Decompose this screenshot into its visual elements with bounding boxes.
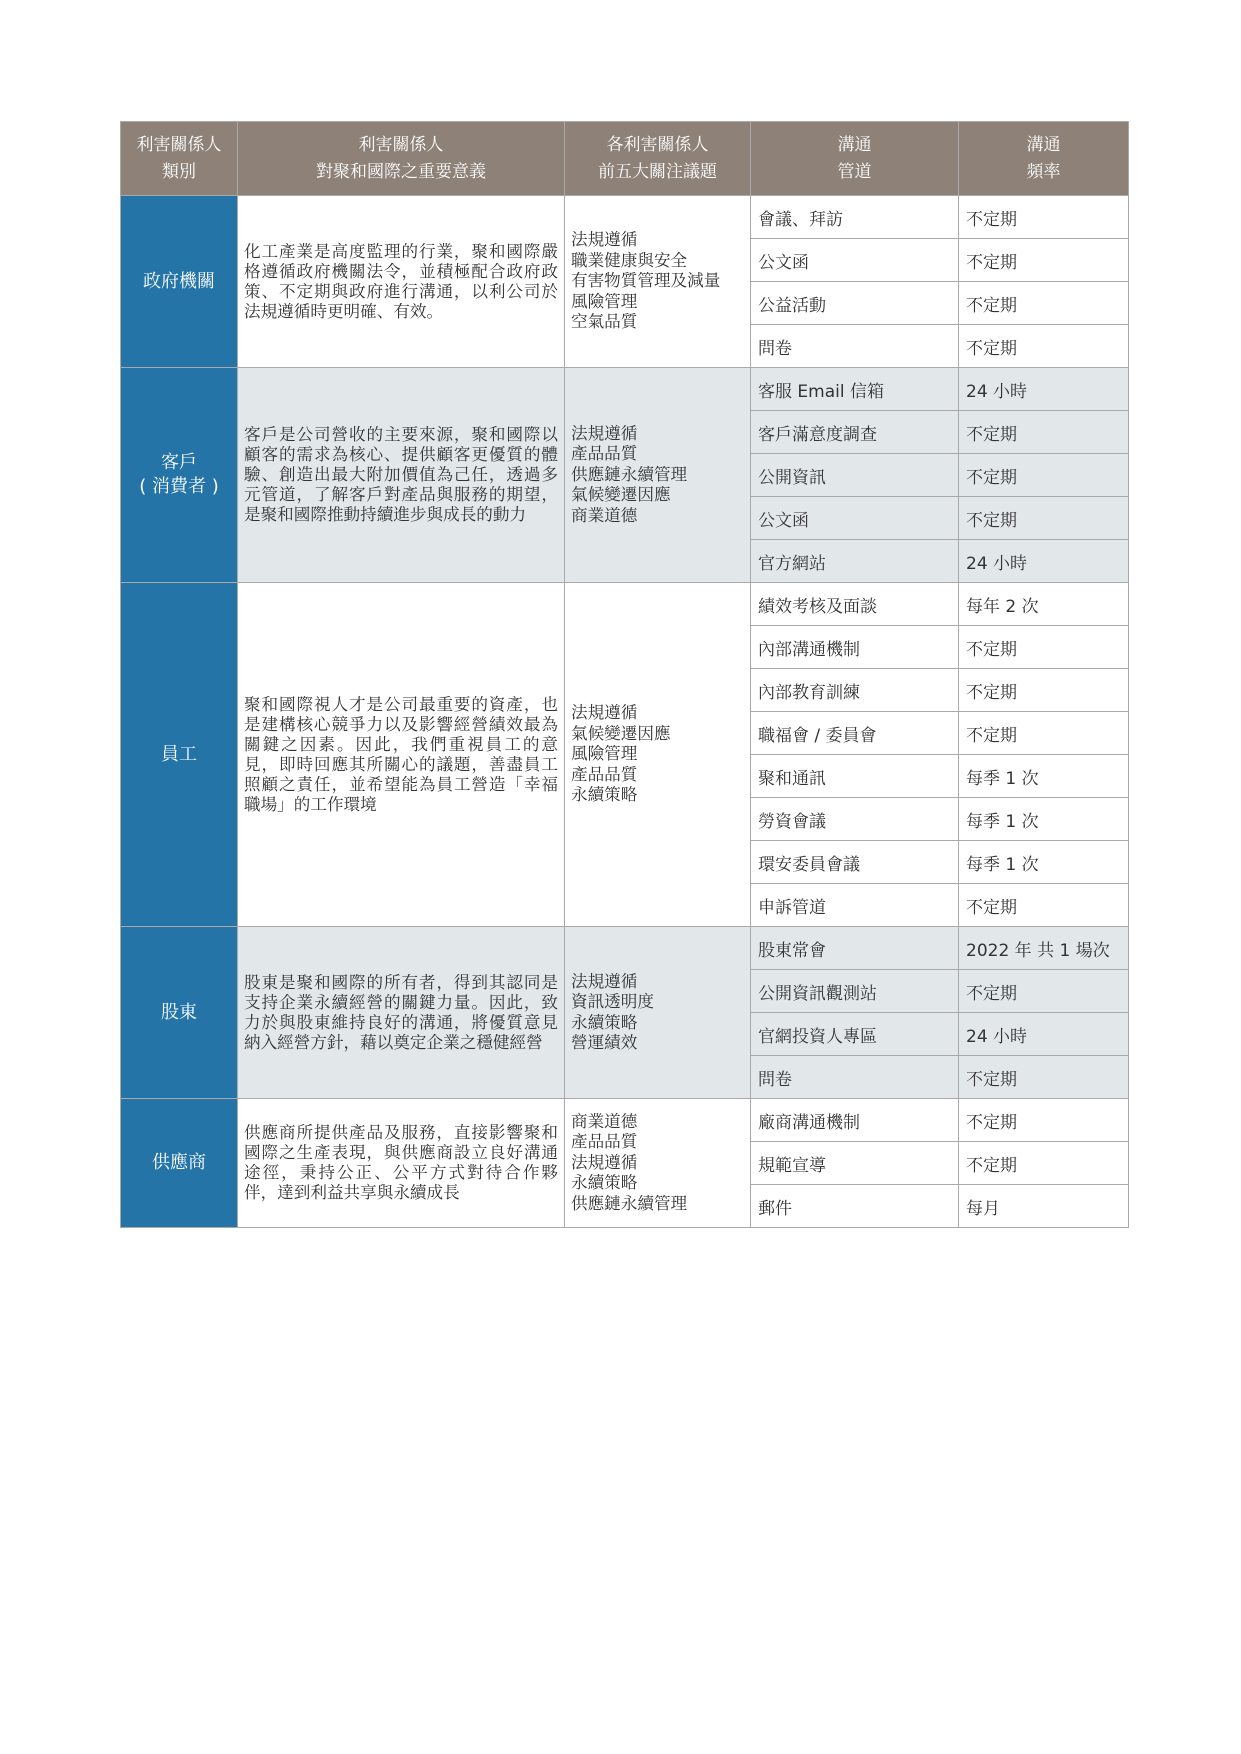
issues-cell: 商業道德 產品品質 法規遵循 永續策略 供應鏈永續管理 [565, 1099, 751, 1228]
frequency-cell: 不定期 [959, 239, 1129, 282]
frequency-cell: 24 小時 [959, 540, 1129, 583]
frequency-cell: 不定期 [959, 712, 1129, 755]
frequency-cell: 不定期 [959, 884, 1129, 927]
channel-cell: 聚和通訊 [751, 755, 959, 798]
table-row [121, 1099, 1129, 1142]
channel-cell: 客戶滿意度調查 [751, 411, 959, 454]
category-cell: 供應商 [121, 1099, 238, 1228]
channel-cell: 規範宣導 [751, 1142, 959, 1185]
channel-cell: 公文函 [751, 239, 959, 282]
frequency-cell: 不定期 [959, 1099, 1129, 1142]
meaning-cell: 聚和國際視人才是公司最重要的資產，也是建構核心競爭力以及影響經營績效最為關鍵之因素。因此，我們重視員工的意見，即時回應其所關心的議題，善盡員工照顧之責任，並希望能為員工營造「幸福職場」的工作環境 [238, 583, 565, 927]
channel-cell: 廠商溝通機制 [751, 1099, 959, 1142]
frequency-cell: 不定期 [959, 282, 1129, 325]
frequency-cell: 24 小時 [959, 368, 1129, 411]
table-row [121, 583, 1129, 626]
header-category: 利害關係人 類別 [121, 122, 238, 196]
channel-cell: 內部溝通機制 [751, 626, 959, 669]
channel-cell: 股東常會 [751, 927, 959, 970]
category-cell: 客戶 ( 消費者 ) [121, 368, 238, 583]
frequency-cell: 不定期 [959, 1142, 1129, 1185]
table-row [121, 196, 1129, 239]
meaning-cell: 供應商所提供產品及服務，直接影響聚和國際之生產表現，與供應商設立良好溝通途徑，秉持公正、公平方式對待合作夥伴，達到利益共享與永續成長 [238, 1099, 565, 1228]
category-cell: 員工 [121, 583, 238, 927]
header-frequency: 溝通 頻率 [959, 122, 1129, 196]
issues-cell: 法規遵循 產品品質 供應鏈永續管理 氣候變遷因應 商業道德 [565, 368, 751, 583]
stakeholder-table [120, 121, 1129, 1228]
table-row [121, 368, 1129, 411]
frequency-cell: 不定期 [959, 454, 1129, 497]
frequency-cell: 不定期 [959, 497, 1129, 540]
channel-cell: 職福會 / 委員會 [751, 712, 959, 755]
channel-cell: 公文函 [751, 497, 959, 540]
channel-cell: 環安委員會議 [751, 841, 959, 884]
header-meaning: 利害關係人 對聚和國際之重要意義 [238, 122, 565, 196]
channel-cell: 問卷 [751, 325, 959, 368]
frequency-cell: 不定期 [959, 970, 1129, 1013]
frequency-cell: 每季 1 次 [959, 755, 1129, 798]
frequency-cell: 每季 1 次 [959, 798, 1129, 841]
channel-cell: 公開資訊觀測站 [751, 970, 959, 1013]
channel-cell: 公益活動 [751, 282, 959, 325]
channel-cell: 內部教育訓練 [751, 669, 959, 712]
frequency-cell: 不定期 [959, 325, 1129, 368]
issues-cell: 法規遵循 職業健康與安全 有害物質管理及減量 風險管理 空氣品質 [565, 196, 751, 368]
group-employee [121, 583, 1129, 927]
meaning-cell: 客戶是公司營收的主要來源，聚和國際以顧客的需求為核心、提供顧客更優質的體驗、創造出最大附加價值為己任，透過多元管道，了解客戶對產品與服務的期望，是聚和國際推動持續進步與成長的動力 [238, 368, 565, 583]
frequency-cell: 不定期 [959, 411, 1129, 454]
channel-cell: 績效考核及面談 [751, 583, 959, 626]
header-channel: 溝通 管道 [751, 122, 959, 196]
header-issues: 各利害關係人 前五大關注議題 [565, 122, 751, 196]
frequency-cell: 24 小時 [959, 1013, 1129, 1056]
frequency-cell: 不定期 [959, 626, 1129, 669]
category-cell: 政府機關 [121, 196, 238, 368]
channel-cell: 官方網站 [751, 540, 959, 583]
meaning-cell: 化工產業是高度監理的行業，聚和國際嚴格遵循政府機關法令，並積極配合政府政策、不定期與政府進行溝通，以利公司於法規遵循時更明確、有效。 [238, 196, 565, 368]
channel-cell: 勞資會議 [751, 798, 959, 841]
channel-cell: 問卷 [751, 1056, 959, 1099]
frequency-cell: 2022 年 共 1 場次 [959, 927, 1129, 970]
issues-cell: 法規遵循 氣候變遷因應 風險管理 產品品質 永續策略 [565, 583, 751, 927]
channel-cell: 客服 Email 信箱 [751, 368, 959, 411]
frequency-cell: 每月 [959, 1185, 1129, 1228]
category-cell: 股東 [121, 927, 238, 1099]
group-government [121, 196, 1129, 368]
channel-cell: 郵件 [751, 1185, 959, 1228]
group-customer [121, 368, 1129, 583]
frequency-cell: 每年 2 次 [959, 583, 1129, 626]
frequency-cell: 不定期 [959, 196, 1129, 239]
header-row [121, 122, 1129, 196]
channel-cell: 公開資訊 [751, 454, 959, 497]
frequency-cell: 不定期 [959, 1056, 1129, 1099]
channel-cell: 會議、拜訪 [751, 196, 959, 239]
frequency-cell: 每季 1 次 [959, 841, 1129, 884]
group-shareholder [121, 927, 1129, 1099]
frequency-cell: 不定期 [959, 669, 1129, 712]
table-row [121, 927, 1129, 970]
channel-cell: 官網投資人專區 [751, 1013, 959, 1056]
meaning-cell: 股東是聚和國際的所有者，得到其認同是支持企業永續經營的關鍵力量。因此，致力於與股東維持良好的溝通，將優質意見納入經營方針，藉以奠定企業之穩健經營 [238, 927, 565, 1099]
channel-cell: 申訴管道 [751, 884, 959, 927]
group-supplier [121, 1099, 1129, 1228]
issues-cell: 法規遵循 資訊透明度 永續策略 營運績效 [565, 927, 751, 1099]
